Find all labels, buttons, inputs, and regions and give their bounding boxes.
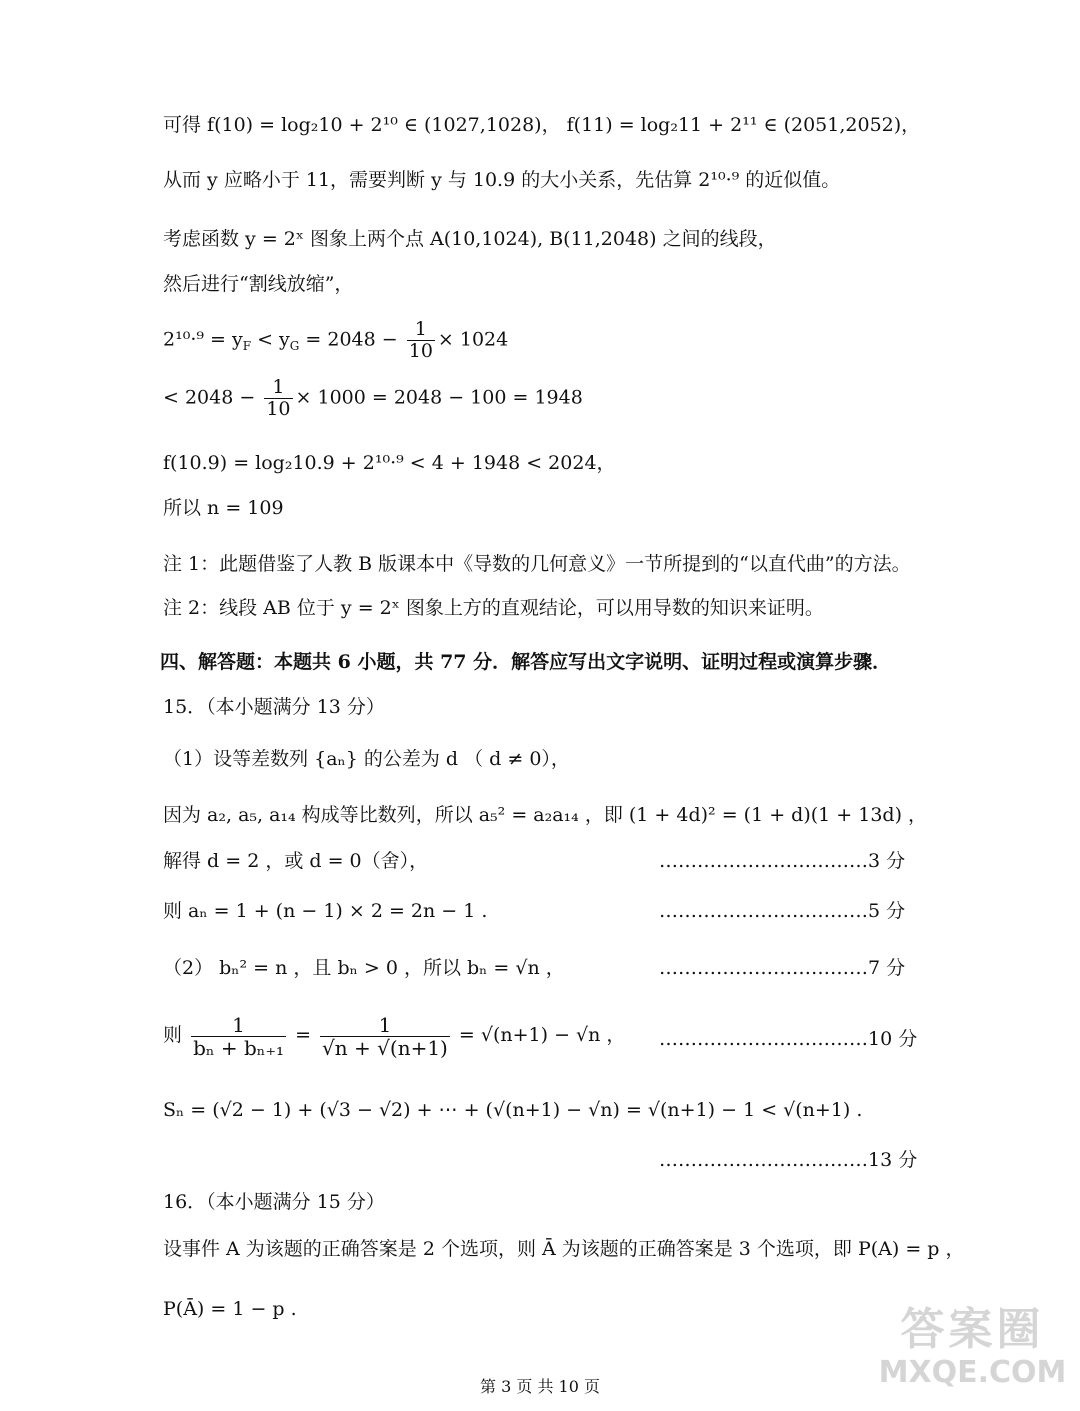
q15-part1-intro: （1）设等差数列 {aₙ} 的公差为 d （ d ≠ 0）， xyxy=(163,748,570,770)
line-ineq-2 xyxy=(163,377,583,420)
line-estimate: 从而 y 应略小于 11，需要判断 y 与 10.9 的大小关系，先估算 2¹⁰·⁹ 的近似值。 xyxy=(163,169,841,191)
page-footer: 第 3 页 共 10 页 xyxy=(480,1377,600,1396)
line-secant-scale: 然后进行“割线放缩”， xyxy=(163,273,354,295)
ineq-1-tail: × 1024 xyxy=(437,328,509,351)
line-f109: f(10.9) = log₂10.9 + 2¹⁰·⁹ < 4 + 1948 < 2024， xyxy=(163,452,616,474)
q15-part2-bn: （2） bₙ² = n ，且 bₙ > 0 ，所以 bₙ = √n ， xyxy=(163,957,565,979)
section-heading: 四、解答题：本题共 6 小题，共 77 分．解答应写出文字说明、证明过程或演算步骤． xyxy=(160,651,892,673)
q16-complement-prob: P(Ā) = 1 − p . xyxy=(163,1298,297,1320)
note-2: 注 2：线段 AB 位于 y = 2ˣ 图象上方的直观结论，可以用导数的知识来证明。 xyxy=(163,597,824,619)
ineq-1-right: = 2048 − xyxy=(299,328,398,351)
q15-sum-sn: Sₙ = (√2 − 1) + (√3 − √2) + ⋯ + (√(n+1) − √n) = √(n+1) − 1 < √(n+1) . xyxy=(163,1099,863,1121)
fraction-reciprocal-bn-sum: $\frac{1}{\text{bₙ + bₙ₊₁}}$ xyxy=(193,1012,285,1060)
q15-solve-d: 解得 d = 2 ，或 d = 0（舍）， xyxy=(163,850,429,872)
score-3: ……………………………3 分 xyxy=(659,850,906,872)
fraction-one-tenth: $\frac{1}{10}$ xyxy=(266,376,291,420)
telescoping-result: = √(n+1) − √n ， xyxy=(458,1024,626,1046)
note-1: 注 1：此题借鉴了人教 B 版课本中《导数的几何意义》一节所提到的“以直代曲”的方法。 xyxy=(163,553,911,575)
score-10: ……………………………10 分 xyxy=(659,1028,918,1050)
ineq-2-left: < 2048 − xyxy=(163,386,256,409)
then-label: 则 xyxy=(163,1024,183,1046)
watermark-cn: 答案圈 xyxy=(900,1304,1045,1355)
fraction-reciprocal-sqrt-sum: $\frac{1}{√n + √(n+1)}$ xyxy=(322,1012,448,1060)
question-15-title: 15．（本小题满分 13 分） xyxy=(163,696,385,718)
ineq-1-left: 2¹⁰·⁹ = y xyxy=(163,328,243,351)
q15-an-formula: 则 aₙ = 1 + (n − 1) × 2 = 2n − 1 . xyxy=(163,900,488,922)
q15-telescoping-term xyxy=(163,1013,625,1059)
ineq-2-tail: × 1000 = 2048 − 100 = 1948 xyxy=(295,386,583,409)
watermark-en: MXQE.COM xyxy=(878,1355,1067,1390)
score-13: ……………………………13 分 xyxy=(659,1149,918,1171)
equals-sign: = xyxy=(295,1024,311,1046)
sub-g: G xyxy=(289,339,300,354)
score-5: ……………………………5 分 xyxy=(659,900,906,922)
question-16-title: 16．（本小题满分 15 分） xyxy=(163,1191,385,1213)
line-secant-points: 考虑函数 y = 2ˣ 图象上两个点 A(10,1024), B(11,2048) 之间的线段， xyxy=(163,228,777,250)
line-f10-f11: 可得 f(10) = log₂10 + 2¹⁰ ∈ (1027,1028)， f(11) = log₂11 + 2¹¹ ∈ (2051,2052)， xyxy=(163,114,921,136)
ineq-1-mid: < y xyxy=(251,328,290,351)
score-7: ……………………………7 分 xyxy=(659,957,906,979)
q15-geometric: 因为 a₂, a₅, a₁₄ 构成等比数列，所以 a₅² = a₂a₁₄ ，即 (1 + 4d)² = (1 + d)(1 + 13d) ， xyxy=(163,804,928,826)
sub-f: F xyxy=(242,339,252,354)
fraction-one-tenth: $\frac{1}{10}$ xyxy=(408,318,433,362)
line-answer-n: 所以 n = 109 xyxy=(163,497,284,519)
q16-event-def: 设事件 A 为该题的正确答案是 2 个选项，则 Ā 为该题的正确答案是 3 个选项，即 P(A) = p ， xyxy=(163,1238,965,1260)
watermark-logo xyxy=(870,1305,1075,1405)
line-ineq-1 xyxy=(163,319,508,366)
